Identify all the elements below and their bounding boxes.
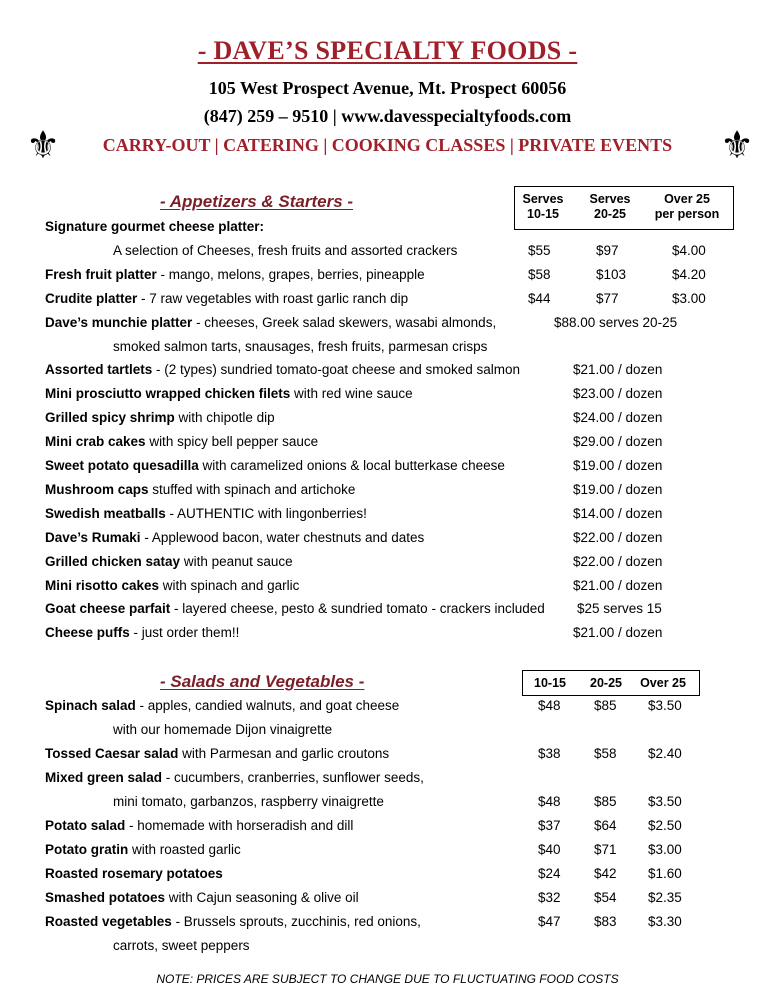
item-description: with spinach and garlic	[159, 577, 300, 593]
price-per-person: $4.20	[672, 266, 706, 282]
item-description: with chipotle dip	[174, 410, 275, 426]
item-name: Potato gratin	[45, 842, 129, 857]
item-name: Cheese puffs	[45, 625, 130, 641]
price: $19.00 / dozen	[573, 458, 663, 473]
menu-item	[45, 315, 496, 330]
price-small: $44	[528, 290, 551, 306]
col-header-20-25: Serves 20-25	[589, 192, 631, 221]
col-header-10-15: 10-15	[534, 676, 566, 690]
price-per-person: $1.60	[648, 866, 682, 881]
price-small: $32	[538, 890, 561, 905]
price-per-person: $3.00	[672, 290, 706, 306]
item-description: - Applewood bacon, water chestnuts and dates	[140, 529, 425, 545]
price-medium: $103	[596, 266, 627, 282]
item-name: Roasted vegetables	[45, 914, 172, 929]
price: $23.00 / dozen	[573, 386, 663, 402]
item-name: Roasted rosemary potatoes	[45, 866, 223, 881]
menu-item	[45, 482, 355, 497]
item-name: Dave’s Rumaki	[45, 529, 141, 545]
item-description: - just order them!!	[129, 625, 240, 641]
item-description: with roasted garlic	[128, 842, 241, 857]
item-description: - cucumbers, cranberries, sunflower seeds,	[162, 770, 424, 785]
item-description: - apples, candied walnuts, and goat cheese	[135, 698, 400, 713]
menu-item	[45, 770, 424, 785]
col-header-over-25: Over 25	[640, 676, 686, 690]
price-medium: $97	[596, 242, 619, 258]
price-medium: $64	[594, 818, 617, 833]
item-name: Dave’s munchie platter	[45, 314, 193, 330]
item-name: Sweet potato quesadilla	[45, 458, 199, 473]
price-small: $38	[538, 746, 561, 761]
menu-item	[45, 746, 389, 761]
col-header-over-25: Over 25 per person	[654, 192, 720, 221]
menu-item	[45, 601, 545, 616]
menu-item	[45, 267, 425, 282]
menu-item	[45, 291, 408, 306]
item-name: Mushroom caps	[45, 481, 149, 497]
item-description: - layered cheese, pesto & sundried tomato - crackers included	[170, 601, 545, 617]
item-name: Signature gourmet cheese platter:	[45, 219, 265, 234]
price-medium: $54	[594, 890, 617, 905]
item-description: - (2 types) sundried tomato-goat cheese and smoked salmon	[152, 362, 520, 378]
item-description: with Parmesan and garlic croutons	[178, 746, 390, 761]
item-name: Tossed Caesar salad	[45, 746, 179, 761]
price-per-person: $3.30	[648, 914, 682, 929]
item-description: with peanut sauce	[180, 553, 293, 569]
col-header-10-15: Serves 10-15	[522, 192, 564, 221]
item-description: with Cajun seasoning & olive oil	[165, 890, 359, 905]
price-per-person: $2.50	[648, 818, 682, 833]
item-description: with caramelized onions & local butterkase cheese	[198, 458, 505, 473]
price: $22.00 / dozen	[573, 553, 663, 569]
menu-item	[45, 625, 239, 640]
price-small: $55	[528, 242, 551, 258]
price-note: NOTE: PRICES ARE SUBJECT TO CHANGE DUE TO FLUCTUATING FOOD COSTS	[156, 972, 619, 986]
item-name: Fresh fruit platter	[45, 266, 157, 282]
item-description: - Brussels sprouts, zucchinis, red onions,	[171, 914, 421, 929]
price: $21.00 / dozen	[573, 577, 663, 593]
item-name: Grilled spicy shrimp	[45, 410, 175, 426]
price-medium: $58	[594, 746, 617, 761]
price-small: $48	[538, 794, 561, 809]
price-small: $47	[538, 914, 561, 929]
item-description: with red wine sauce	[290, 386, 413, 402]
menu-item	[45, 578, 299, 593]
menu-item	[45, 362, 520, 377]
price: $22.00 / dozen	[573, 529, 663, 545]
col-header-20-25: 20-25	[590, 676, 622, 690]
menu-item	[45, 458, 505, 473]
item-name: Goat cheese parfait	[45, 601, 171, 617]
price-per-person: $3.00	[648, 842, 682, 857]
price-per-person: $3.50	[648, 794, 682, 809]
menu-item	[45, 386, 413, 401]
menu-item	[45, 914, 421, 929]
item-description: - cheeses, Greek salad skewers, wasabi almonds,	[192, 314, 497, 330]
phone-website: (847) 259 – 9510 | www.davesspecialtyfoods.com	[203, 106, 572, 126]
item-name: Smashed potatoes	[45, 890, 166, 905]
menu-item	[45, 554, 293, 569]
price-per-person: $2.35	[648, 890, 682, 905]
fleur-de-lis-icon: ⚜	[720, 125, 755, 167]
menu-item	[45, 866, 223, 881]
item-name: Potato salad	[45, 818, 126, 833]
page-title: - DAVE’S SPECIALTY FOODS -	[197, 36, 578, 65]
price-per-person: $2.40	[648, 746, 682, 761]
price: $24.00 / dozen	[573, 410, 663, 426]
fleur-de-lis-icon: ⚜	[26, 125, 61, 167]
item-name: Assorted tartlets	[45, 362, 153, 378]
menu-item	[45, 818, 353, 833]
item-name: Mini crab cakes	[45, 434, 146, 450]
price-medium: $85	[594, 794, 617, 809]
menu-item	[45, 434, 318, 449]
price-medium: $85	[594, 698, 617, 713]
price-per-person: $3.50	[648, 698, 682, 713]
item-description-line: A selection of Cheeses, fresh fruits and assorted crackers	[113, 242, 458, 258]
menu-item	[45, 410, 275, 425]
item-name: Mixed green salad	[45, 770, 163, 785]
price-small: $37	[538, 818, 561, 833]
price-small: $24	[538, 866, 561, 881]
item-name: Crudite platter	[45, 290, 138, 306]
price-small: $48	[538, 698, 561, 713]
price-medium: $77	[596, 290, 619, 306]
address: 105 West Prospect Avenue, Mt. Prospect 60056	[208, 78, 567, 98]
item-description: stuffed with spinach and artichoke	[148, 481, 356, 497]
menu-item	[45, 530, 424, 545]
price: $29.00 / dozen	[573, 434, 663, 450]
item-description: - mango, melons, grapes, berries, pineapple	[156, 266, 425, 282]
menu-item	[45, 219, 264, 234]
price-small: $58	[528, 266, 551, 282]
price-per-person: $4.00	[672, 242, 706, 258]
price-medium: $71	[594, 842, 617, 857]
menu-item	[45, 842, 241, 857]
price: $88.00 serves 20-25	[554, 314, 678, 330]
item-description-line: smoked salmon tarts, snausages, fresh fruits, parmesan crisps	[113, 338, 488, 354]
price: $14.00 / dozen	[573, 505, 663, 521]
item-description: with spicy bell pepper sauce	[145, 434, 319, 450]
price-medium: $42	[594, 866, 617, 881]
price: $19.00 / dozen	[573, 481, 663, 497]
item-description-line: carrots, sweet peppers	[113, 938, 250, 953]
price-medium: $83	[594, 914, 617, 929]
item-description-line: mini tomato, garbanzos, raspberry vinaigrette	[113, 794, 384, 809]
item-name: Mini prosciutto wrapped chicken filets	[45, 386, 291, 402]
item-description: - 7 raw vegetables with roast garlic ranch dip	[137, 290, 409, 306]
item-description-line: with our homemade Dijon vinaigrette	[113, 722, 333, 737]
item-name: Spinach salad	[45, 698, 136, 713]
price: $21.00 / dozen	[573, 362, 663, 378]
item-name: Swedish meatballs	[45, 505, 166, 521]
item-description: - AUTHENTIC with lingonberries!	[165, 505, 367, 521]
item-name: Grilled chicken satay	[45, 553, 181, 569]
salads-title: - Salads and Vegetables -	[160, 672, 365, 691]
menu-item	[45, 698, 399, 713]
services-line: CARRY-OUT | CATERING | COOKING CLASSES | PRIVATE EVENTS	[102, 135, 673, 155]
price: $25 serves 15	[577, 601, 662, 617]
menu-item	[45, 506, 367, 521]
price-small: $40	[538, 842, 561, 857]
price: $21.00 / dozen	[573, 625, 663, 641]
item-name: Mini risotto cakes	[45, 577, 160, 593]
item-description: - homemade with horseradish and dill	[125, 818, 354, 833]
appetizers-title: - Appetizers & Starters -	[160, 192, 354, 211]
menu-item	[45, 890, 359, 905]
